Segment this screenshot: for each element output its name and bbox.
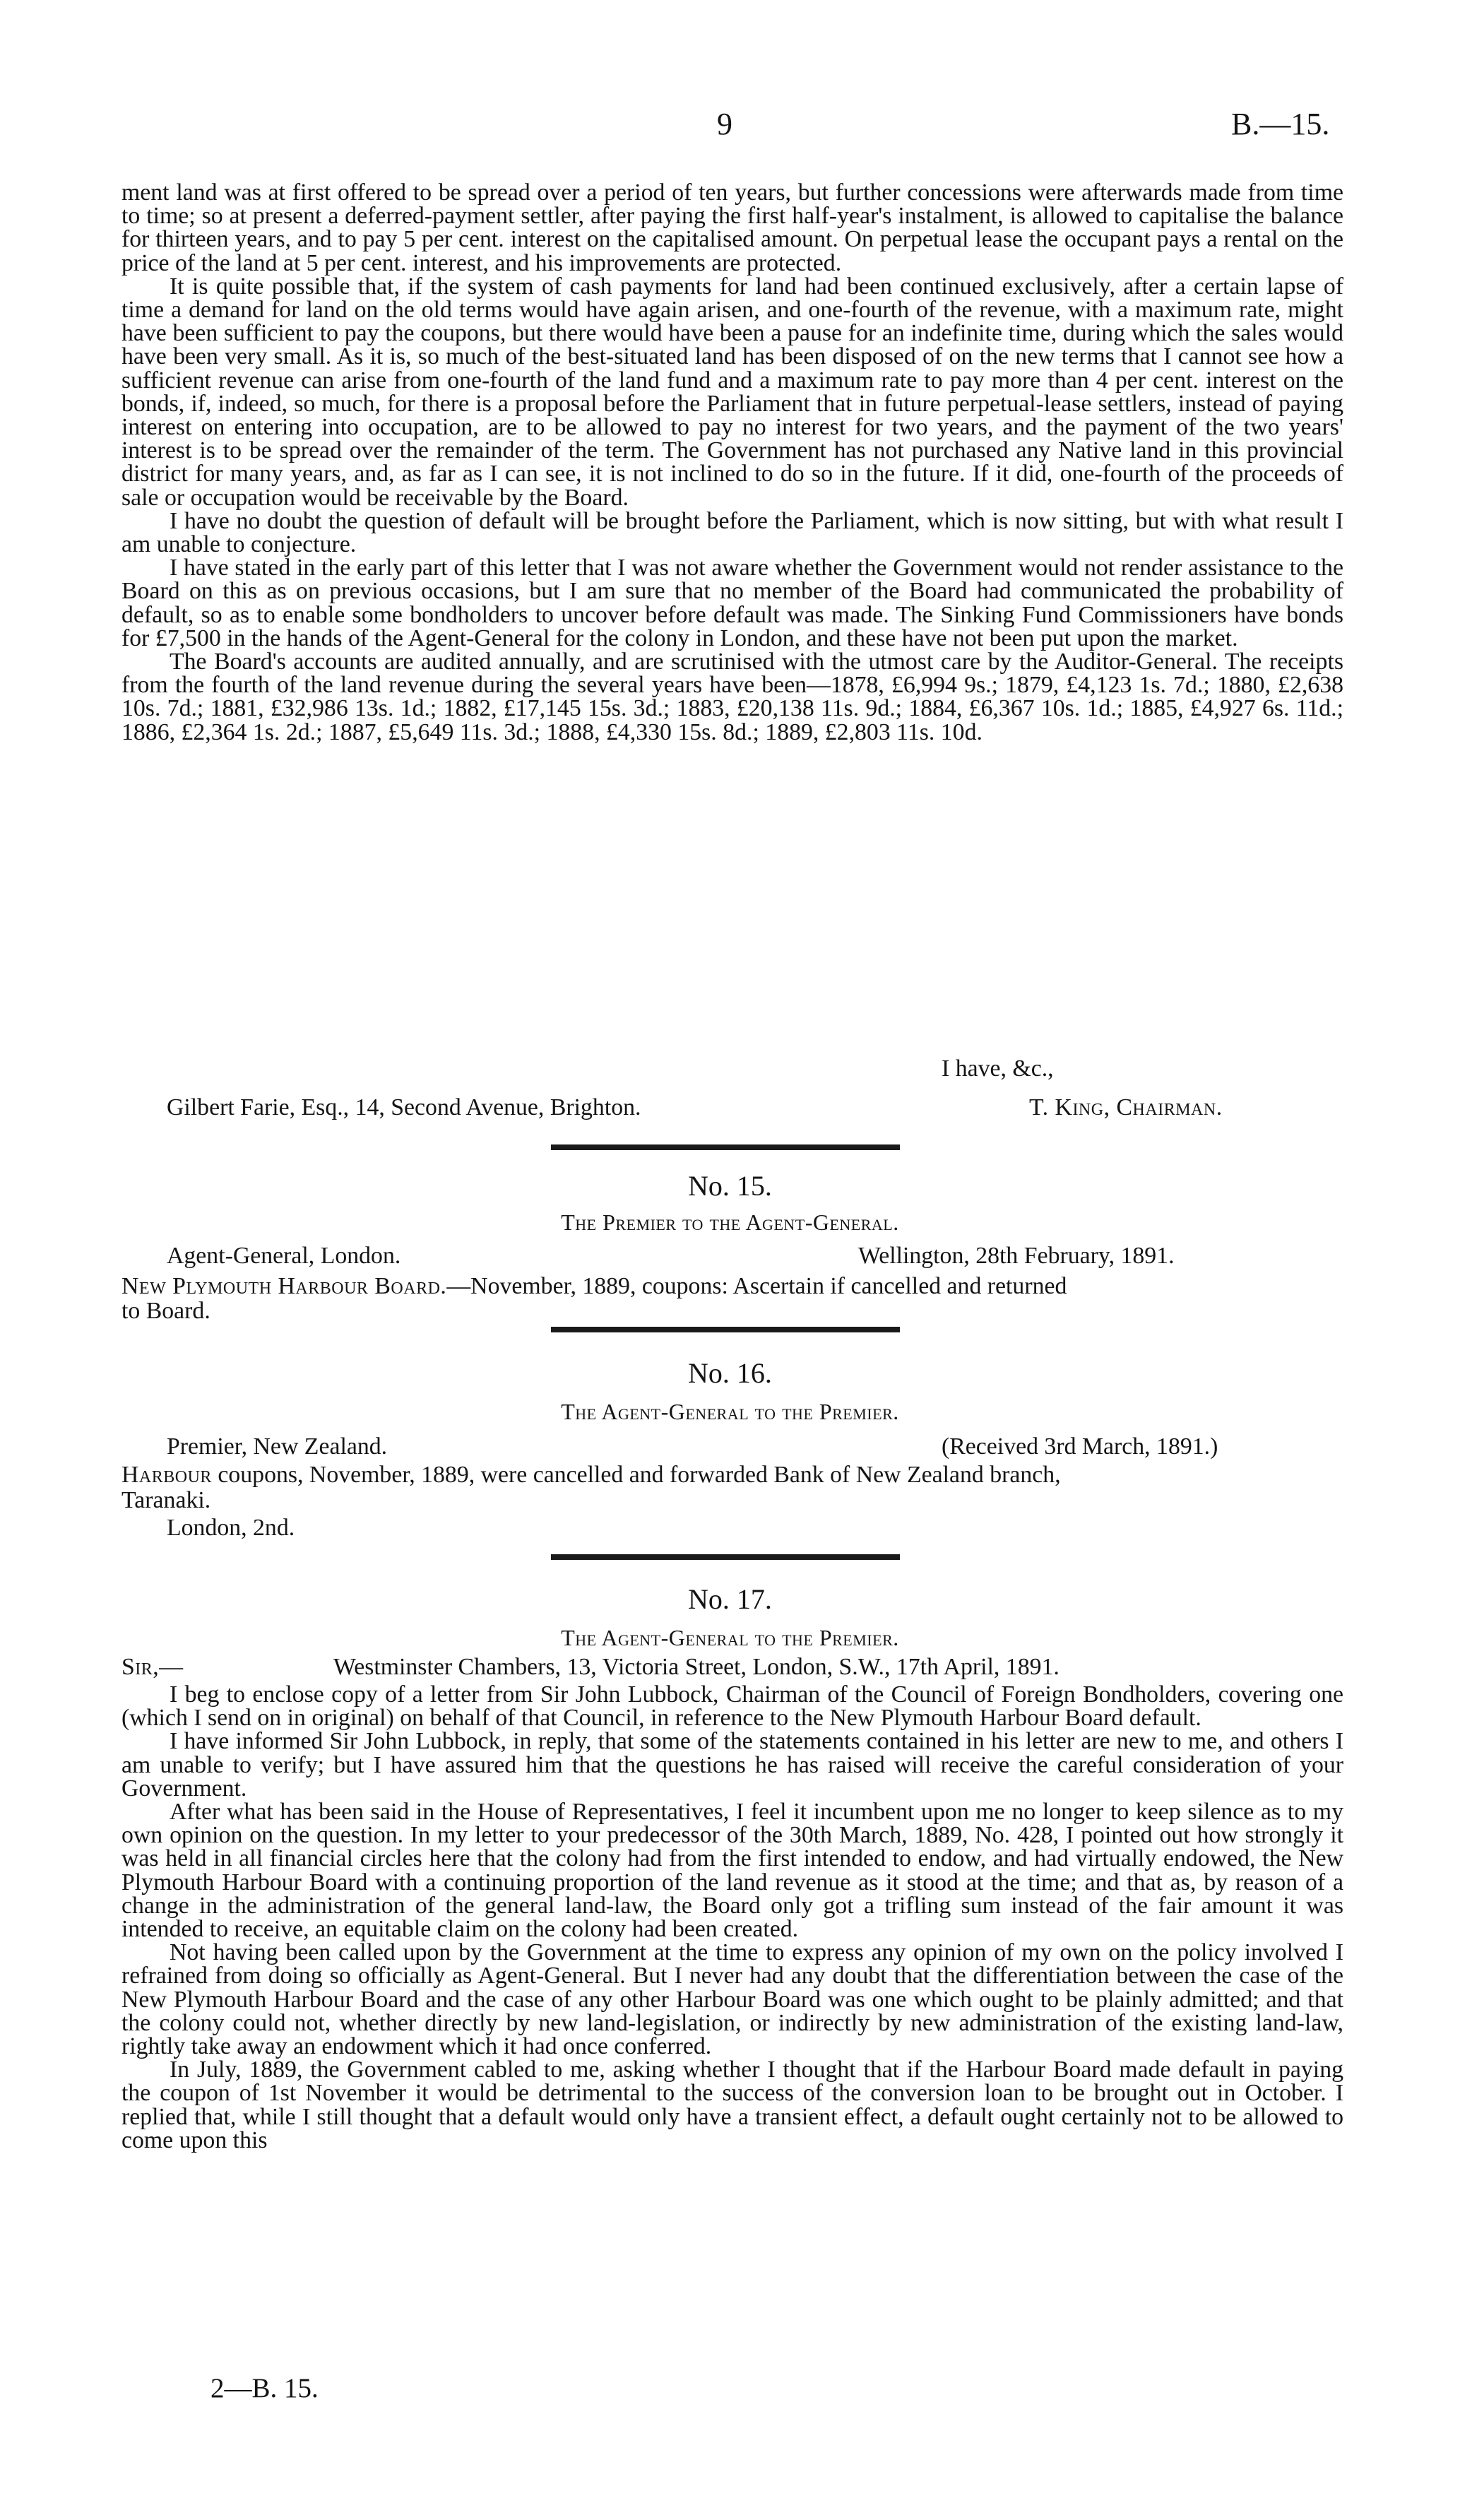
section-divider	[551, 1327, 900, 1332]
telegram-text-line: Taranaki.	[121, 1487, 211, 1513]
letter-signer: T. King, Chairman.	[1029, 1094, 1223, 1120]
telegram-lead: New Plymouth Harbour Board.	[121, 1273, 447, 1299]
letter-addressee: Gilbert Farie, Esq., 14, Second Avenue, Brighton.	[167, 1094, 641, 1120]
telegram-text-line: to Board.	[121, 1298, 210, 1324]
paragraph: I beg to enclose copy of a letter from Sir John Lubbock, Chairman of the Council of Foreign Bondholders, covering one (which I send on in original) on behalf of that Council, in reference to the New Plymouth Harbour Board default.	[121, 1681, 1343, 1732]
telegram-text-line	[121, 1462, 1061, 1488]
letter-14-body	[121, 181, 1343, 744]
page-number: 9	[717, 107, 732, 141]
section-title-no17: No. 17.	[688, 1583, 772, 1615]
paragraph: In July, 1889, the Government cabled to me, asking whether I thought that if the Harbour Board made default in paying the coupon of 1st November it would be detrimental to the success of the conversion loan to be brought out in October. I replied that, while I still thought that a default would only have a transient effect, a default ought certainly not to be allowed to come upon this	[121, 2057, 1343, 2153]
paragraph: ment land was at first offered to be spread over a period of ten years, but further concessions were afterwards made from time to time; so at present a deferred-payment settler, after paying the first half-year's instalment, is allowed to capitalise the balance for thirteen years, and to pay 5 per cent. interest on the capitalised amount. On perpetual lease the occupant pays a rental on the price of the land at 5 per cent. interest, and his improvements are protected.	[121, 179, 1343, 276]
closing-salutation: I have, &c.,	[942, 1055, 1054, 1082]
telegram-place: London, 2nd.	[167, 1515, 295, 1541]
section-subtitle-no17: The Agent-General to the Premier.	[561, 1625, 899, 1650]
paragraph: It is quite possible that, if the system of cash payments for land had been continued exclusively, after a certain lapse of time a demand for land on the old terms would have again arisen, and one-fourth of the revenue, with a maximum rate, might have been sufficient to pay the coupons, but there would have been a pause for an indefinite time, during which the sales would have been very small. As it is, so much of the best-situated land has been disposed of on the new terms that I cannot see how a sufficient revenue can arise from one-fourth of the land fund and a maximum rate to pay more than 4 per cent. interest on the bonds, if, indeed, so much, for there is a proposal before the Parliament that in future perpetual-lease settlers, instead of paying interest on entering into occupation, are to be allowed to pay no interest for two years, and the payment of the two years' interest is to be spread over the remainder of the term. The Government has not purchased any Native land in this provincial district for many years, and, as far as I can see, it is not inclined to do so in the future. If it did, one-fourth of the proceeds of sale or occupation would be receivable by the Board.	[121, 273, 1343, 511]
section-title-no15: No. 15.	[688, 1170, 772, 1202]
paragraph: After what has been said in the House of Representatives, I feel it incumbent upon me no longer to keep silence as to my own opinion on the question. In my letter to your predecessor of the 30th March, 1889, No. 428, I pointed out how strongly it was held in all financial circles here that the colony had from the first intended to endow, and had virtually endowed, the New Plymouth Harbour Board with a continuing proportion of the land revenue as it stood at the time; and that as, by reason of a change in the administration of the general land-law, the Board only got a trifling sum instead of the fair amount it was intended to receive, an equitable claim on the colony had been created.	[121, 1799, 1343, 1943]
telegram-place-date: Wellington, 28th February, 1891.	[858, 1243, 1175, 1269]
document-reference: B.—15.	[1231, 107, 1330, 141]
signature-mark: 2—B. 15.	[210, 2373, 319, 2403]
paragraph: I have stated in the early part of this letter that I was not aware whether the Government would not render assistance to the Board on this as on previous occasions, but I am sure that no member of the Board had communicated the probability of default, so as to enable some bondholders to uncover before default was made. The Sinking Fund Commissioners have bonds for £7,500 in the hands of the Agent-General for the colony in London, and these have not been put upon the market.	[121, 555, 1343, 651]
letter-address: Westminster Chambers, 13, Victoria Street, London, S.W., 17th April, 1891.	[333, 1654, 1060, 1680]
section-title-no16: No. 16.	[688, 1357, 772, 1389]
telegram-text: coupons, November, 1889, were cancelled and forwarded Bank of New Zealand branch,	[211, 1462, 1061, 1488]
section-divider	[551, 1554, 900, 1560]
telegram-received: (Received 3rd March, 1891.)	[942, 1433, 1218, 1460]
paragraph: The Board's accounts are audited annually, and are scrutinised with the utmost care by the Auditor-General. The receipts from the fourth of the land revenue during the several years have been—1878, £6,994 9s.; 1879, £4,123 1s. 7d.; 1880, £2,638 10s. 7d.; 1881, £32,986 13s. 1d.; 1882, £17,145 15s. 3d.; 1883, £20,138 11s. 9d.; 1884, £6,367 10s. 1d.; 1885, £4,927 6s. 11d.; 1886, £2,364 1s. 2d.; 1887, £5,649 11s. 3d.; 1888, £4,330 15s. 8d.; 1889, £2,803 11s. 10d.	[121, 649, 1343, 745]
paragraph: I have no doubt the question of default will be brought before the Parliament, which is now sitting, but with what result I am unable to conjecture.	[121, 507, 1343, 558]
section-divider	[551, 1144, 900, 1150]
telegram-recipient: Premier, New Zealand.	[167, 1433, 388, 1460]
paragraph: Not having been called upon by the Government at the time to express any opinion of my own on the policy involved I refrained from doing so officially as Agent-General. But I never had any doubt that the differentiation between the case of the New Plymouth Harbour Board and the case of any other Harbour Board was one which ought to be plainly admitted; and that the colony could not, whether directly by new land-legislation, or indirectly by new administration of the existing land-law, rightly take away an endowment which it had once conferred.	[121, 1939, 1343, 2060]
telegram-lead: Harbour	[121, 1462, 212, 1488]
telegram-text: —November, 1889, coupons: Ascertain if cancelled and returned	[446, 1273, 1067, 1299]
letter-17-body	[121, 1683, 1343, 2152]
section-subtitle-no16: The Agent-General to the Premier.	[561, 1399, 899, 1424]
telegram-recipient: Agent-General, London.	[167, 1243, 401, 1269]
section-subtitle-no15: The Premier to the Agent-General.	[561, 1209, 899, 1235]
paragraph: I have informed Sir John Lubbock, in reply, that some of the statements contained in his letter are new to me, and others I am unable to verify; but I have assured him that the questions he has raised will receive the careful consideration of your Government.	[121, 1728, 1343, 1802]
telegram-text-line	[121, 1274, 1067, 1299]
letter-salutation: Sir,—	[121, 1654, 184, 1680]
